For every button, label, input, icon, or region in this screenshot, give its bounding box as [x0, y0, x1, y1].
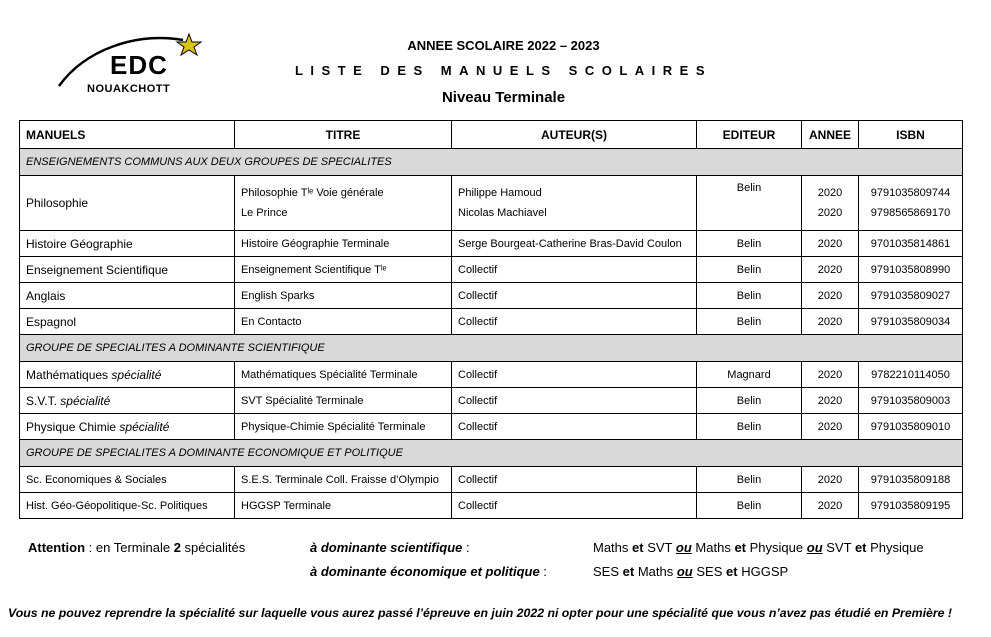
year-line: 2020 — [817, 187, 843, 199]
sci-label-line — [310, 540, 470, 555]
subject-name: Mathématiques — [26, 367, 109, 382]
logo-city: NOUAKCHOTT — [87, 83, 171, 95]
year-cell: 2020 — [802, 231, 859, 257]
table-row — [20, 414, 963, 440]
section-title: GROUPE DE SPECIALITES A DOMINANTE ECONOMIQUE ET POLITIQUE — [20, 440, 963, 467]
editor-cell: Belin — [697, 493, 802, 519]
word: Maths — [637, 564, 674, 579]
title-cell: Enseignement Scientifique Tˡᵉ — [235, 257, 452, 283]
eco-label-line — [310, 564, 547, 579]
subject-cell: Histoire Géographie — [20, 231, 235, 257]
title-cell — [235, 176, 452, 231]
word: et — [622, 564, 635, 579]
author-cell: Collectif — [452, 493, 697, 519]
year-cell: 2020 — [802, 257, 859, 283]
title-cell: SVT Spécialité Terminale — [235, 388, 452, 414]
subject-suffix: spécialité — [119, 419, 170, 434]
eco-label: à dominante économique et politique — [310, 564, 540, 579]
subject-cell: Philosophie — [20, 176, 235, 231]
col-header-auteurs: AUTEUR(S) — [452, 121, 697, 149]
isbn-cell — [859, 176, 963, 231]
title-line: Philosophie Tˡᵉ Voie générale — [241, 187, 384, 199]
title-cell: Physique-Chimie Spécialité Terminale — [235, 414, 452, 440]
isbn-cell: 9791035809188 — [859, 467, 963, 493]
isbn-cell: 9791035809010 — [859, 414, 963, 440]
isbn-cell: 9791035809027 — [859, 283, 963, 309]
col-header-isbn: ISBN — [859, 121, 963, 149]
table-row — [20, 176, 963, 231]
title-cell: En Contacto — [235, 309, 452, 335]
col-header-editeur: EDITEUR — [697, 121, 802, 149]
title-line: Le Prince — [241, 207, 288, 219]
editor-cell: Belin — [697, 414, 802, 440]
table-row — [20, 231, 963, 257]
col-header-titre: TITRE — [235, 121, 452, 149]
isbn-line: 9791035809744 — [870, 187, 951, 199]
section-title: GROUPE DE SPECIALITES A DOMINANTE SCIENTIFIQUE — [20, 335, 963, 362]
sci-sep: : — [462, 540, 470, 555]
title-cell: English Sparks — [235, 283, 452, 309]
word: ou — [806, 540, 823, 555]
warning-note: Vous ne pouvez reprendre la spécialité sur laquelle vous aurez passé l’épreuve en juin 2022 ni opter pour une spécialité que vous n’avez pas étudié en Première ! — [8, 606, 952, 620]
table-row — [20, 283, 963, 309]
logo-name: EDC — [110, 50, 168, 80]
attention-text: : en Terminale — [85, 540, 174, 555]
word: Physique — [870, 540, 924, 555]
year-cell: 2020 — [802, 493, 859, 519]
word: Maths — [695, 540, 731, 555]
editor-cell: Belin — [697, 176, 802, 231]
school-year: ANNEE SCOLAIRE 2022 – 2023 — [407, 38, 600, 53]
title-cell: Histoire Géographie Terminale — [235, 231, 452, 257]
isbn-cell: 9791035808990 — [859, 257, 963, 283]
subject-cell: Espagnol — [20, 309, 235, 335]
section-header — [20, 335, 963, 362]
word: SVT — [647, 540, 673, 555]
author-cell: Collectif — [452, 467, 697, 493]
word: SES — [593, 564, 620, 579]
isbn-cell: 9782210114050 — [859, 362, 963, 388]
subject-suffix: spécialité — [111, 367, 162, 382]
isbn-line: 9798565869170 — [870, 207, 951, 219]
author-cell: Collectif — [452, 362, 697, 388]
subject-cell: Anglais — [20, 283, 235, 309]
word: SVT — [826, 540, 852, 555]
word: HGGSP — [741, 564, 789, 579]
table-row — [20, 257, 963, 283]
table-row — [20, 309, 963, 335]
level-title: Niveau Terminale — [441, 89, 566, 106]
word: ou — [675, 540, 692, 555]
year-cell — [802, 176, 859, 231]
list-title: LISTE DES MANUELS SCOLAIRES — [294, 63, 713, 78]
subject-name: Physique Chimie — [26, 419, 117, 434]
year-cell: 2020 — [802, 283, 859, 309]
word: et — [632, 540, 644, 555]
year-cell: 2020 — [802, 362, 859, 388]
word: ou — [676, 564, 693, 579]
word: SES — [696, 564, 723, 579]
author-cell: Collectif — [452, 309, 697, 335]
author-cell: Collectif — [452, 283, 697, 309]
editor-cell: Belin — [697, 231, 802, 257]
attention-line — [28, 540, 245, 555]
author-line: Nicolas Machiavel — [458, 207, 547, 219]
title-cell: Mathématiques Spécialité Terminale — [235, 362, 452, 388]
author-cell — [452, 176, 697, 231]
subject-cell — [20, 362, 235, 388]
sci-label: à dominante scientifique — [310, 540, 463, 555]
eco-sep: : — [539, 564, 547, 579]
author-line: Philippe Hamoud — [458, 187, 542, 199]
year-cell: 2020 — [802, 467, 859, 493]
editor-cell: Belin — [697, 388, 802, 414]
year-cell: 2020 — [802, 414, 859, 440]
year-cell: 2020 — [802, 388, 859, 414]
section-header — [20, 440, 963, 467]
word: Physique — [749, 540, 804, 555]
year-cell: 2020 — [802, 309, 859, 335]
editor-cell: Belin — [697, 309, 802, 335]
editor-cell: Belin — [697, 257, 802, 283]
table-row — [20, 467, 963, 493]
section-header — [20, 149, 963, 176]
author-cell: Collectif — [452, 388, 697, 414]
author-cell: Serge Bourgeat-Catherine Bras-David Coulon — [452, 231, 697, 257]
sci-combinations — [593, 540, 924, 555]
subject-name: S.V.T. — [26, 393, 57, 408]
subject-suffix: spécialité — [60, 393, 111, 408]
word: Maths — [593, 540, 629, 555]
table-row — [20, 493, 963, 519]
eco-combinations — [593, 564, 788, 579]
attention-count: 2 — [173, 540, 181, 555]
title-cell: S.E.S. Terminale Coll. Fraisse d’Olympio — [235, 467, 452, 493]
isbn-cell: 9791035809195 — [859, 493, 963, 519]
subject-cell: Hist. Géo-Géopolitique-Sc. Politiques — [20, 493, 235, 519]
subject-cell — [20, 414, 235, 440]
attention-label: Attention — [28, 540, 86, 555]
editor-cell: Belin — [697, 467, 802, 493]
word: et — [854, 540, 867, 555]
word: et — [734, 540, 747, 555]
word: et — [726, 564, 738, 579]
attention-text: spécialités — [180, 540, 246, 555]
section-title: ENSEIGNEMENTS COMMUNS AUX DEUX GROUPES DE SPECIALITES — [20, 149, 963, 176]
editor-cell: Magnard — [697, 362, 802, 388]
table-row — [20, 388, 963, 414]
textbook-table — [19, 120, 963, 519]
subject-cell: Enseignement Scientifique — [20, 257, 235, 283]
col-header-manuels: MANUELS — [20, 121, 235, 149]
subject-cell — [20, 388, 235, 414]
table-header-row — [20, 121, 963, 149]
table-row — [20, 362, 963, 388]
editor-cell: Belin — [697, 283, 802, 309]
title-cell: HGGSP Terminale — [235, 493, 452, 519]
author-cell: Collectif — [452, 414, 697, 440]
subject-cell: Sc. Economiques & Sociales — [20, 467, 235, 493]
isbn-cell: 9791035809034 — [859, 309, 963, 335]
col-header-annee: ANNEE — [802, 121, 859, 149]
year-line: 2020 — [817, 207, 843, 219]
isbn-cell: 9791035809003 — [859, 388, 963, 414]
isbn-cell: 9701035814861 — [859, 231, 963, 257]
author-cell: Collectif — [452, 257, 697, 283]
